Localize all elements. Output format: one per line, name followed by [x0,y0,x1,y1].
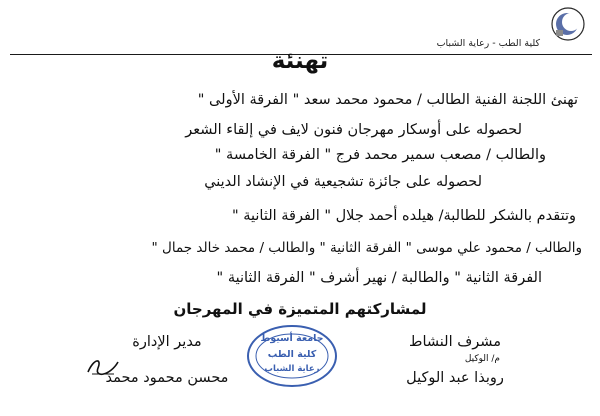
body-line-5: وتتقدم بالشكر للطالبة/ هيلده أحمد جلال " الفرقة الثانية " [231,208,576,224]
supervisor-title: مشرف النشاط [409,334,501,350]
body-line-1: تهنئ اللجنة الفنية الطالب / محمود محمد سعد " الفرقة الأولى " [197,92,578,108]
stamp-department: رعاية الشباب [264,364,320,374]
crescent-logo-icon [550,6,586,42]
stamp-faculty: كلية الطب [267,349,317,360]
supervisor-name: روبذا عبد الوكيل [406,370,504,386]
body-line-3: والطالب / مصعب سمير محمد فرج " الفرقة الخامسة " [214,147,546,163]
signature-scribble-icon [84,354,124,380]
organization-name: كلية الطب - رعاية الشباب [436,38,540,49]
director-name: محسن محمود محمد [105,370,229,386]
body-line-4: لحصوله على جائزة تشجيعية في الإنشاد الديني [204,174,482,190]
body-line-2: لحصوله على أوسكار مهرجان فنون لايف في إلقاء الشعر [185,122,522,138]
supervisor-note: م/ الوكيل [464,354,500,364]
body-line-7: الفرقة الثانية " والطالبة / نهير أشرف " الفرقة الثانية " [216,270,542,286]
closing-line: لمشاركتهم المتميزة في المهرجان [173,300,427,318]
page-title: تهنئة [271,48,329,74]
official-stamp [244,322,340,390]
body-line-6: والطالب / محمود علي موسى " الفرقة الثانية " والطالب / محمد خالد جمال " [151,240,582,256]
director-title: مدير الإدارة [132,334,202,350]
supervisor-signature [380,334,530,386]
stamp-university: جامعة أسيوط [260,333,324,344]
director-signature [92,334,242,386]
